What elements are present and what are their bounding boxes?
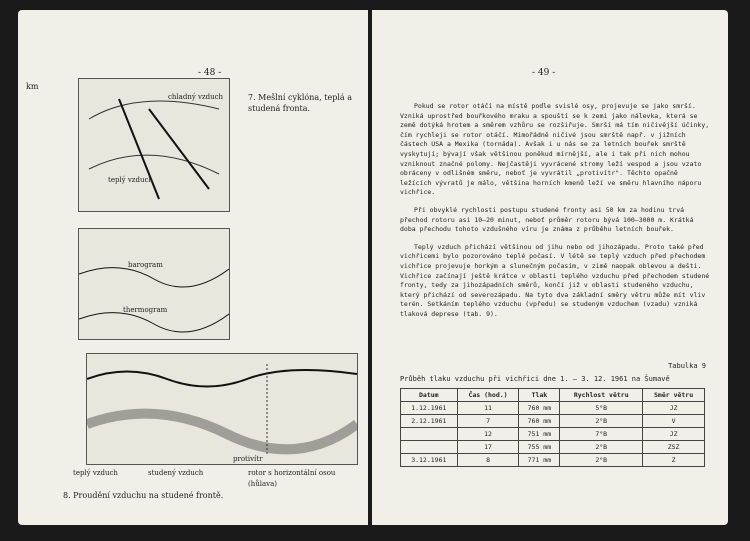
table-label: Tabulka 9 [668, 362, 706, 370]
page-number: - 49 - [532, 68, 556, 78]
barogram-label: barogram [128, 261, 163, 269]
thermogram-label: thermogram [123, 306, 168, 314]
page-number: - 48 - [198, 68, 222, 78]
table-row: 1.12.1961 11 760 mm 5°B JZ [401, 402, 705, 415]
table-header: Tlak [519, 389, 560, 402]
pressure-table [400, 388, 705, 467]
right-page [372, 10, 728, 525]
cold-air-label: chladný vzduch [168, 93, 224, 101]
table-row: 17 755 mm 2°B ZSZ [401, 441, 705, 454]
table-header: Směr větru [643, 389, 705, 402]
left-page [18, 10, 368, 525]
paragraph: Při obvyklé rychlosti postupu studené fronty asi 50 km za hodinu trvá přechod rotoru asi 10–20 minut, neboť průměr rotoru bývá 100–3000 m. Krátká doba přechodu tohoto vzdušného víru je známa z průběhu letních bouřek. [400, 205, 694, 234]
counterwind-label: protivítr [233, 455, 263, 463]
table-title: Průběh tlaku vzduchu při vichřici dne 1. – 3. 12. 1961 na Šumavě [400, 375, 670, 383]
barogram-figure [78, 228, 230, 340]
table-header: Rychlost větru [560, 389, 643, 402]
figure8-caption: 8. Proudění vzduchu na studené frontě. [63, 491, 224, 500]
warm-air-label: teplý vzduch [108, 176, 153, 184]
km-label: km [26, 82, 39, 91]
table-row: 12 751 mm 7°B JZ [401, 428, 705, 441]
legend-warm: teplý vzduch [73, 469, 118, 477]
legend-cold: studený vzduch [148, 469, 204, 477]
legend-rotor: rotor s horizontální osou (hůlava) [248, 469, 336, 488]
table-header: Čas (hod.) [457, 389, 519, 402]
table-row: 2.12.1961 7 760 mm 2°B V [401, 415, 705, 428]
paragraph: Teplý vzduch přichází většinou od jihu nebo od jihozápadu. Proto také před vichřicemi bylo pozorováno teplé počasí. V létě se teplý vzduch před přechodem vichřice projevuje horkým a slunečným počasím, v zimě naopak oblevou a dešti. Vichřice začínají ještě krátce v oblasti teplého vzduchu před přechodem studené fronty, tedy za jihozápadních směrů, končí již v oblasti studeného vzduchu, který přichází od severozápadu. Na tyto dva základní směry větru může mít vliv terén. Setkáním teplého vzduchu (vpředu) se studeným vzduchem (vzadu) vzniká tlaková deprese (tab. 9). [400, 242, 710, 318]
barogram-svg [79, 229, 229, 339]
paragraph: Pokud se rotor otáčí na místě podle svislé osy, projevuje se jako smrší. Vzniká uprostřed bouřkového mraku a spouští se k zemi jako nálevka, která se země dotýká hrotem a směrem vzhůru se rozšiřuje. Smrší má tím ničivější účinky, čím rychleji se rotor otáčí. Mimořádně ničivé jsou smrště např. v jižních částech USA a Mexika (tornáda). Avšak i u nás se za letních bouřek smrště vyskytují; bývají však většinou poněkud mírnější, ale i tak při nich mohou vzniknout značné polomy. Nejčastěji vyvrácené stromy leží vespod a jsou vzato obráceny v odlišném směru, neboť je vyvrátil „protivítr". Těchto opačně ležících vývratů je málo, většina horních kmenů leží ve směru hlavního náporu vichřice. [400, 102, 710, 197]
cold-front-svg [87, 354, 357, 464]
table-header: Datum [401, 389, 458, 402]
cold-front-figure [86, 353, 358, 465]
table-row: 3.12.1961 8 771 mm 2°B Z [401, 454, 705, 467]
body-text [400, 102, 710, 327]
figure7-caption: 7. Mešlní cyklóna, teplá a studená fronta. [248, 93, 352, 113]
